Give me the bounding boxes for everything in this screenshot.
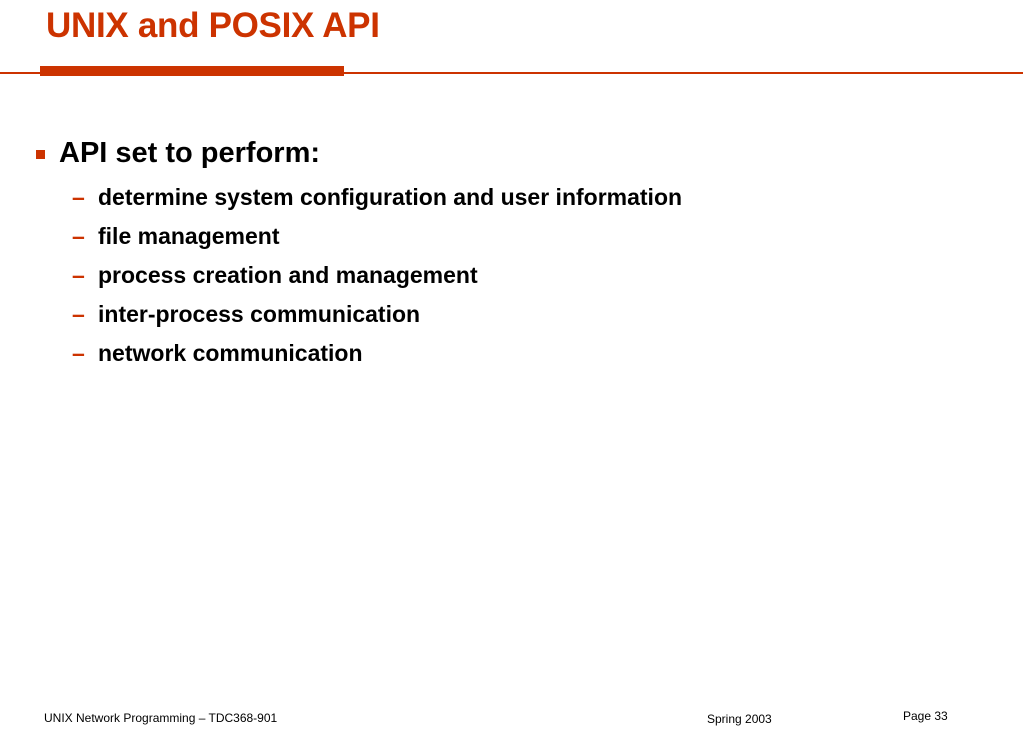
list-item [72, 178, 682, 217]
list-item [72, 217, 682, 256]
list-item-text: inter-process communication [98, 301, 421, 327]
dash-bullet-icon: – [72, 223, 85, 249]
main-bullet-text: API set to perform: [59, 137, 321, 169]
list-item [72, 334, 682, 373]
list-item [72, 295, 682, 334]
footer-term: Spring 2003 [707, 712, 772, 726]
dash-bullet-icon: – [72, 184, 85, 210]
list-item-text: file management [98, 223, 280, 249]
list-item-text: network communication [98, 340, 363, 366]
dash-bullet-icon: – [72, 301, 85, 327]
list-item-text: process creation and management [98, 262, 478, 288]
main-bullet [36, 137, 320, 170]
footer-course: UNIX Network Programming – TDC368-901 [44, 711, 278, 725]
dash-bullet-icon: – [72, 340, 85, 366]
list-item-text: determine system configuration and user information [98, 184, 683, 210]
footer-page-number: Page 33 [903, 709, 948, 723]
list-item [72, 256, 682, 295]
sub-bullet-list [72, 178, 682, 373]
slide-title: UNIX and POSIX API [46, 6, 380, 45]
title-accent-bar [40, 66, 344, 76]
square-bullet-icon [36, 150, 45, 159]
dash-bullet-icon: – [72, 262, 85, 288]
